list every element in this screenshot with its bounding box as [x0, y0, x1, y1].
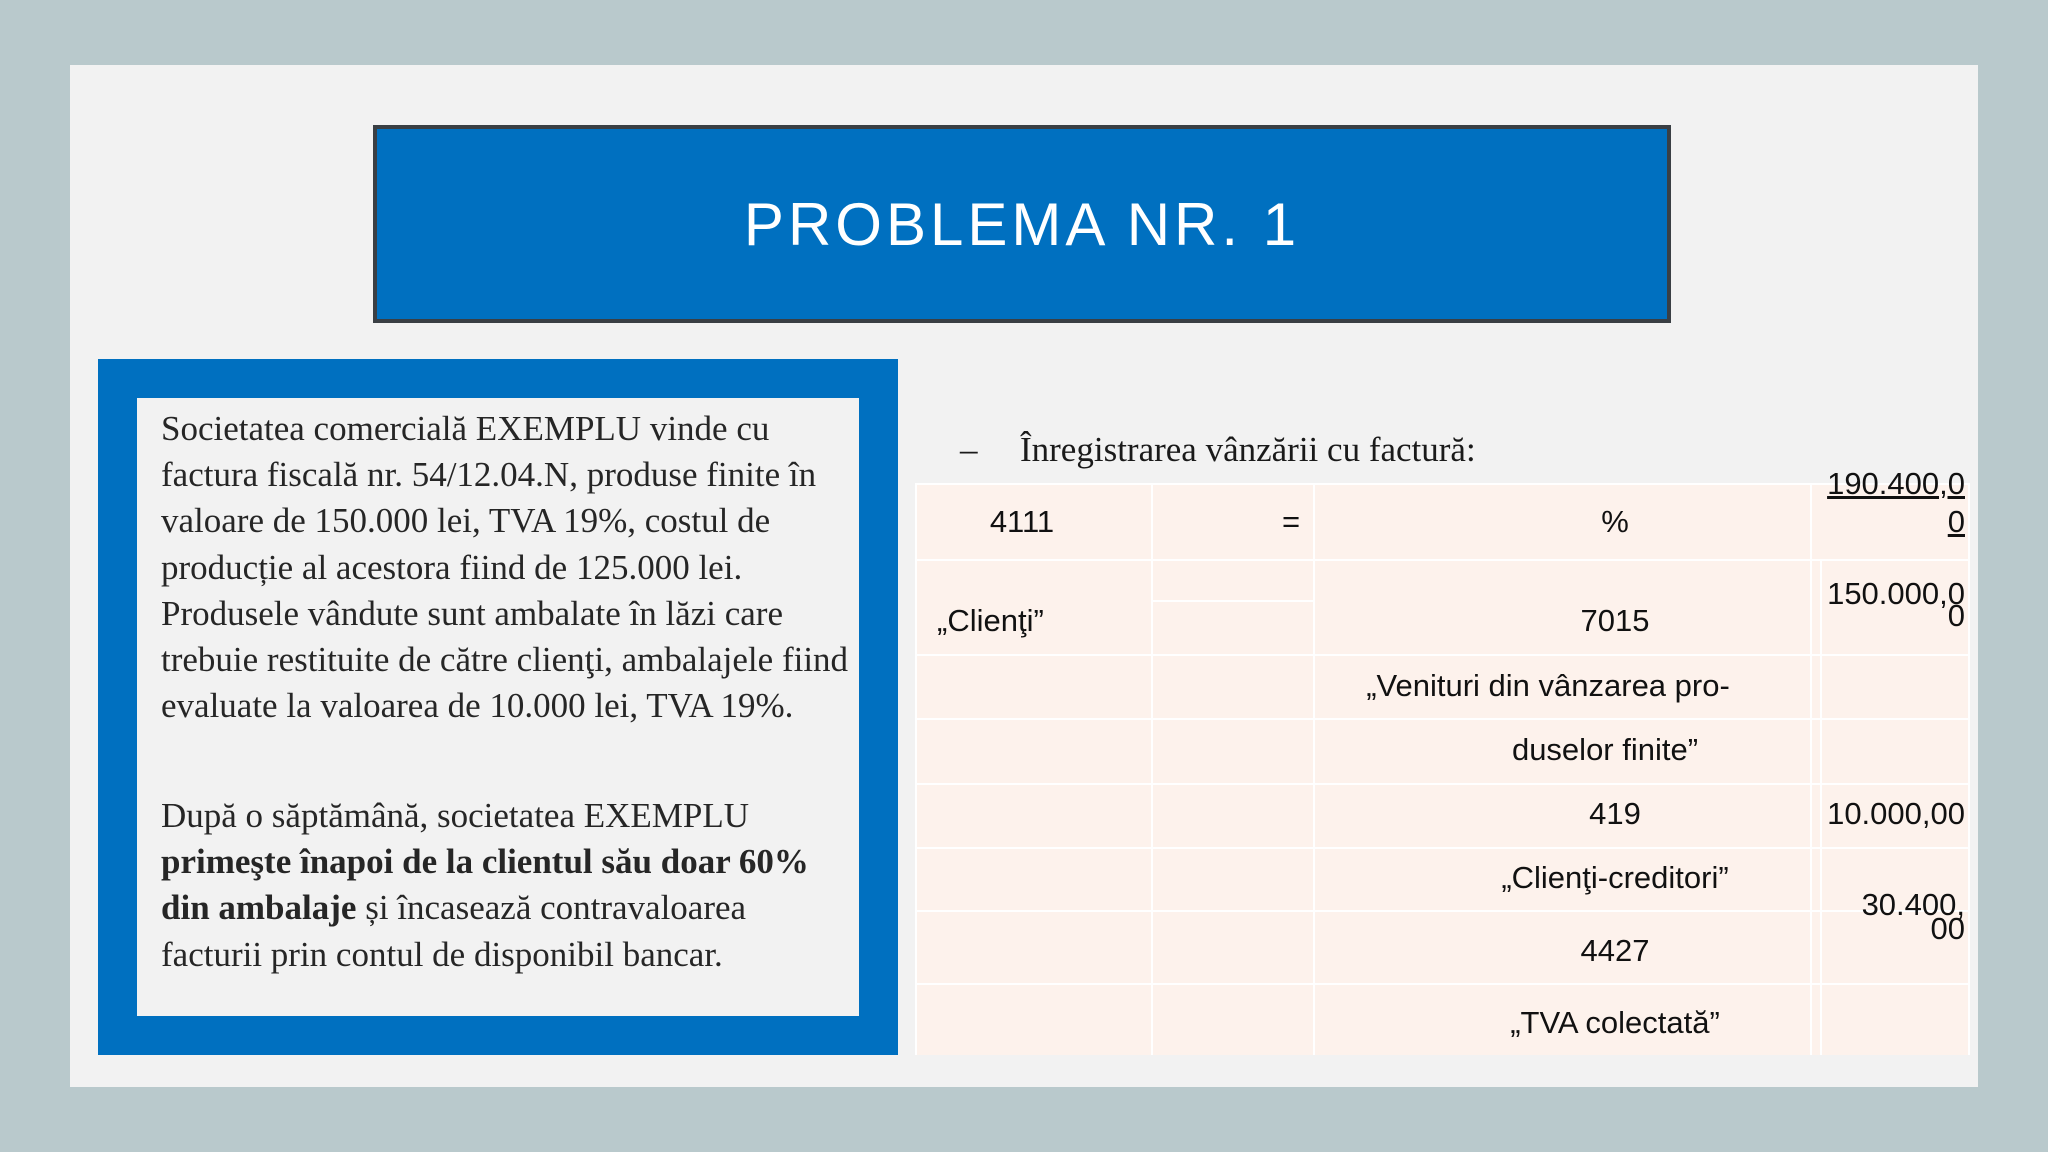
- entry-heading-text: Înregistrarea vânzării cu factură:: [1020, 430, 1476, 469]
- debit-name: „Clienţi”: [937, 603, 1044, 638]
- entry-heading: [960, 430, 1476, 470]
- amount-4427: 30.400,00: [1861, 887, 1965, 946]
- bullet-dash: –: [960, 430, 978, 469]
- credit-name-4427: „TVA colectată”: [1510, 1005, 1720, 1040]
- table-divider: [915, 483, 917, 1055]
- problem-text-box: [137, 398, 859, 1016]
- paragraph-2-end: și încasează contravaloarea facturii prin contul de disponibil bancar.: [161, 888, 747, 974]
- problem-frame: [98, 359, 898, 1055]
- table-divider: [1968, 483, 1970, 1055]
- table-divider: [1810, 483, 1812, 1055]
- paragraph-2-bold: primeşte înapoi de la clientul său doar 60% din ambalaje: [161, 842, 809, 928]
- debit-account: 4111: [989, 504, 1055, 539]
- credit-name-419: „Clienţi-creditori”: [1501, 860, 1729, 895]
- table-divider: [1313, 483, 1315, 1055]
- credit-account-419: 419: [1589, 796, 1641, 831]
- amount-419: 10.000,00: [1827, 796, 1965, 831]
- slide-title: PROBLEMA NR. 1: [743, 190, 1301, 258]
- title-box: [373, 125, 1671, 323]
- journal-entry-table: [915, 466, 1970, 1055]
- problem-paragraph-2: [161, 793, 851, 978]
- percent-sign: %: [1601, 504, 1629, 539]
- slide: [70, 65, 1978, 1087]
- equals-sign: =: [1282, 504, 1301, 539]
- problem-paragraph-1: Societatea comercială EXEMPLU vinde cu factura fiscală nr. 54/12.04.N, produse finite în valoare de 150.000 lei, TVA 19%, costul de producție al acestora fiind de 125.000 lei. Produsele vândute sunt ambalate în lăzi care trebuie restituite de către clienţi, ambalajele fiind evaluate la valoarea de 10.000 lei, TVA 19%.: [161, 409, 849, 726]
- credit-account-7015: 7015: [1580, 603, 1650, 638]
- total-amount: 190.400,00: [1827, 466, 1965, 539]
- credit-account-4427: 4427: [1580, 933, 1650, 968]
- table-divider: [1153, 600, 1315, 602]
- credit-name-7015-line1: „Venituri din vânzarea pro-: [1366, 668, 1730, 703]
- amount-7015: 150.000,00: [1827, 576, 1965, 633]
- table-divider: [1151, 483, 1153, 1055]
- paragraph-2-start: După o săptămână, societatea EXEMPLU: [161, 796, 750, 835]
- credit-name-7015-line2: duselor finite”: [1511, 732, 1699, 767]
